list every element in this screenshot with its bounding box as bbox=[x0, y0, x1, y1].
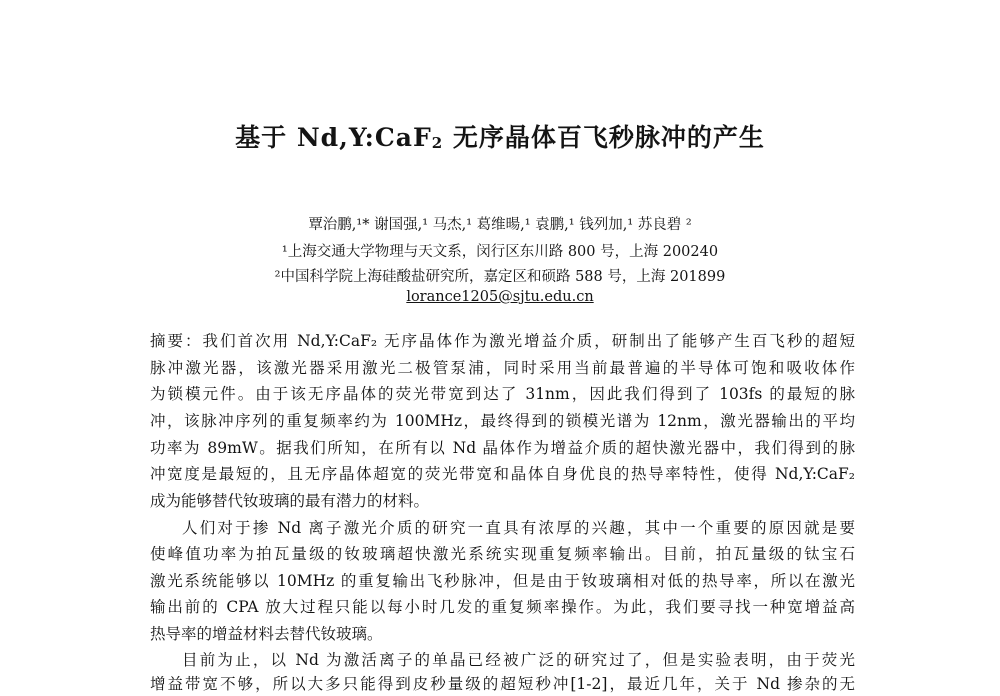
body-line: 使峰值功率为拍瓦量级的钕玻璃超快激光系统实现重复频率输出。目前，拍瓦量级的钛宝石 bbox=[150, 545, 855, 563]
body-line: 热导率的增益材料去替代钕玻璃。 bbox=[150, 625, 383, 643]
body-line: 人们对于掺 Nd 离子激光介质的研究一直具有浓厚的兴趣，其中一个重要的原因就是要 bbox=[182, 519, 855, 537]
abstract-line: 成为能够替代钕玻璃的最有潜力的材料。 bbox=[150, 492, 430, 510]
abstract-line: 摘要：我们首次用 Nd,Y:CaF₂ 无序晶体作为激光增益介质，研制出了能够产生百飞秒的超短 bbox=[150, 332, 855, 350]
affiliation-1: ¹上海交通大学物理与天文系，闵行区东川路 800 号，上海 200240 bbox=[281, 244, 719, 260]
body-line: 输出前的 CPA 放大过程只能以每小时几发的重复频率操作。为此，我们要寻找一种宽增益高 bbox=[150, 598, 855, 616]
abstract-line: 功率为 89mW。据我们所知，在所有以 Nd 晶体作为增益介质的超快激光器中，我们得到的脉 bbox=[150, 439, 855, 457]
affiliation-2: ²中国科学院上海硅酸盐研究所，嘉定区和硕路 588 号，上海 201899 bbox=[274, 269, 726, 285]
body-line: 目前为止，以 Nd 为激活离子的单晶已经被广泛的研究过了，但是实验表明，由于荧光 bbox=[182, 651, 855, 669]
body-line: 激光系统能够以 10MHz 的重复输出飞秒脉冲，但是由于钕玻璃相对低的热导率，所以在激光 bbox=[150, 572, 855, 590]
author-email[interactable]: lorance1205@sjtu.edu.cn bbox=[406, 289, 594, 305]
abstract-line: 脉冲激光器，该激光器采用激光二极管泵浦，同时采用当前最普遍的半导体可饱和吸收体作 bbox=[150, 359, 855, 377]
paper-title: 基于 Nd,Y:CaF$_2$ 无序晶体百飞秒脉冲的产生 bbox=[235, 123, 765, 152]
abstract-line: 冲，该脉冲序列的重复频率约为 100MHz，最终得到的锁模光谱为 12nm，激光器输出的平均 bbox=[150, 412, 855, 430]
abstract-line: 冲宽度是最短的，且无序晶体超宽的荧光带宽和晶体自身优良的热导率特性，使得 Nd,Y:CaF₂ bbox=[150, 465, 855, 483]
abstract-line: 为锁模元件。由于该无序晶体的荧光带宽到达了 31nm，因此我们得到了 103fs 的最短的脉 bbox=[150, 385, 855, 403]
body-line: 增益带宽不够，所以大多只能得到皮秒量级的超短秒冲[1-2]，最近几年，关于 Nd 掺杂的无 bbox=[150, 675, 855, 693]
author-list: 覃治鹏,¹* 谢国强,¹ 马杰,¹ 葛维暘,¹ 袁鹏,¹ 钱列加,¹ 苏良碧 ² bbox=[308, 217, 692, 233]
